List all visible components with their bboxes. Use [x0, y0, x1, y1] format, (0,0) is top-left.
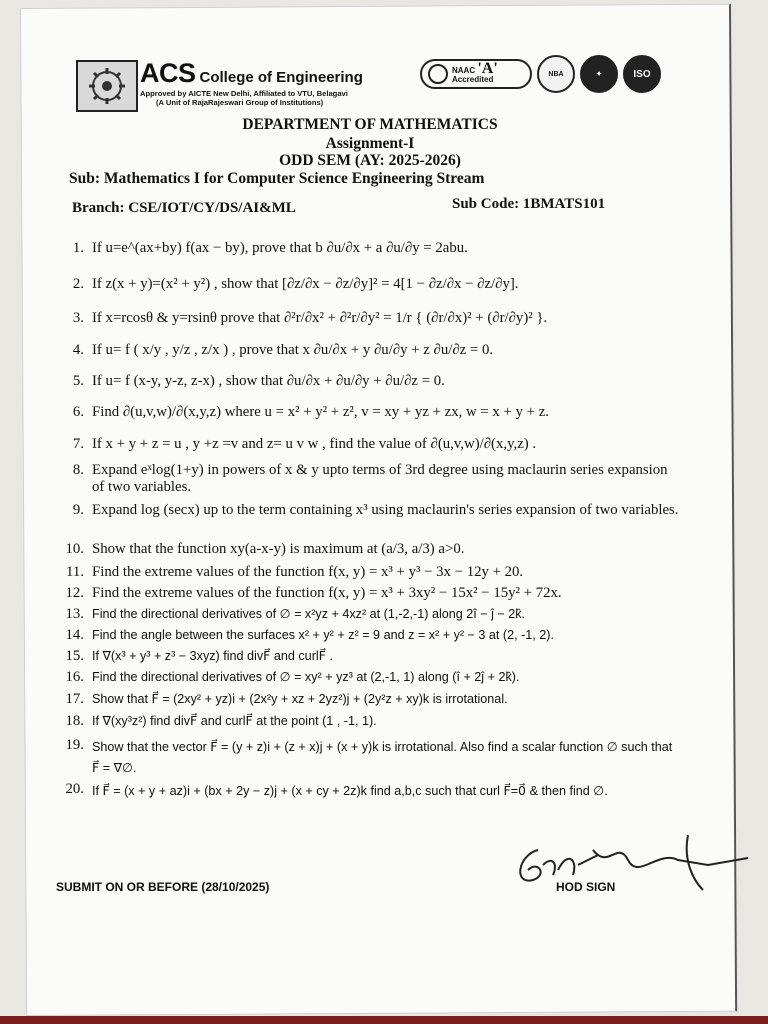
- question-text: Find the directional derivatives of ∅ = x²yz + 4xz² at (1,-2,-1) along 2î − ĵ − 2k̂.: [92, 607, 526, 621]
- naac-badge: [420, 59, 532, 89]
- question-number: 13.: [65, 606, 84, 622]
- question-number: 14.: [65, 627, 84, 643]
- college-brand: [140, 58, 363, 107]
- question-number: 6.: [72, 404, 84, 420]
- semester-title: ODD SEM (AY: 2025-2026): [279, 152, 461, 169]
- submission-deadline: SUBMIT ON OR BEFORE (28/10/2025): [56, 880, 270, 894]
- iso-label: ISO: [633, 68, 651, 80]
- subject-line: Sub: Mathematics I for Computer Science Engineering Stream: [69, 170, 485, 187]
- question-text: If x + y + z = u , y +z =v and z= u v w , find the value of ∂(u,v,w)/∂(x,y,z) .: [92, 436, 537, 452]
- question-number: 8.: [72, 462, 84, 478]
- bottom-edge: [0, 1016, 768, 1024]
- emblem-badge-icon: ✦: [580, 55, 618, 93]
- sub-code: Sub Code: 1BMATS101: [452, 196, 606, 212]
- question-text: If F⃗ = (x + y + az)i + (bx + 2y − z)j + (x + cy + 2z)k find a,b,c such that curl F⃗=0⃗ & then find ∅.: [92, 784, 608, 798]
- question-text: If u= f ( x/y , y/z , z/x ) , prove that x ∂u/∂x + y ∂u/∂y + z ∂u/∂z = 0.: [92, 342, 494, 358]
- question-number: 11.: [66, 564, 84, 580]
- approval-text: Approved by AICTE New Delhi, Affiliated to VTU, Belagavi: [140, 89, 348, 98]
- college-name: College of Engineering: [199, 69, 363, 86]
- iso-badge: [623, 55, 661, 93]
- question-number: 3.: [72, 310, 84, 326]
- question-text: Find the extreme values of the function f(x, y) = x³ + 3xy² − 15x² − 15y² + 72x.: [92, 585, 562, 601]
- question-text: If ∇(x³ + y³ + z³ − 3xyz) find divF⃗ and curlF⃗ .: [92, 649, 333, 663]
- college-short-name: ACS: [140, 58, 196, 88]
- question-text: If u=e^(ax+by) f(ax − by), prove that b ∂u/∂x + a ∂u/∂y = 2abu.: [92, 240, 468, 256]
- branch-line: Branch: CSE/IOT/CY/DS/AI&ML: [72, 200, 296, 216]
- question-number: 18.: [65, 713, 84, 729]
- naac-label: NAAC: [452, 66, 476, 75]
- question-text: If ∇(xy³z²) find divF⃗ and curlF⃗ at the point (1 , -1, 1).: [92, 714, 377, 728]
- nba-badge: [537, 55, 575, 93]
- department-title: DEPARTMENT OF MATHEMATICS: [242, 116, 498, 133]
- question-text: Find the angle between the surfaces x² + y² + z² = 9 and z = x² + y² − 3 at (2, -1, 2).: [92, 628, 555, 642]
- question-text: If u= f (x-y, y-z, z-x) , show that ∂u/∂x + ∂u/∂y + ∂u/∂z = 0.: [92, 373, 445, 389]
- naac-seal-icon: [428, 64, 448, 84]
- assignment-title: Assignment-I: [325, 135, 415, 152]
- question-number: 20.: [65, 781, 84, 797]
- question-text: If z(x + y)=(x² + y²) , show that [∂z/∂x − ∂z/∂y]² = 4[1 − ∂z/∂x − ∂z/∂y].: [92, 276, 519, 292]
- question-text: Show that the vector F⃗ = (y + z)i + (z + x)j + (x + y)k is irrotational. Also find a scalar function ∅ such that F⃗ = ∇∅.: [92, 740, 673, 775]
- question-number: 2.: [72, 276, 84, 292]
- hod-sign-label: HOD SIGN: [556, 880, 616, 894]
- question-number: 9.: [72, 502, 84, 518]
- question-text: Show that F⃗ = (2xy² + yz)i + (2x²y + xz + 2yz²)j + (2y²z + xy)k is irrotational.: [92, 692, 508, 706]
- question-text: If x=rcosθ & y=rsinθ prove that ∂²r/∂x² + ∂²r/∂y² = 1/r { (∂r/∂x)² + (∂r/∂y)² }.: [92, 310, 548, 326]
- accreditation-badges: [420, 54, 661, 94]
- question-number: 12.: [65, 585, 84, 601]
- unit-text: (A Unit of RajaRajeswari Group of Institutions): [156, 98, 324, 107]
- question-text: Find ∂(u,v,w)/∂(x,y,z) where u = x² + y² + z², v = xy + yz + zx, w = x + y + z.: [92, 404, 549, 420]
- question-number: 15.: [65, 648, 84, 664]
- nba-label: NBA: [548, 70, 564, 78]
- question-number: 1.: [72, 240, 84, 256]
- question-number: 16.: [65, 669, 84, 685]
- question-number: 7.: [72, 436, 84, 452]
- college-logo-icon: [76, 60, 138, 112]
- question-number: 10.: [65, 541, 84, 557]
- question-text: Expand eˣlog(1+y) in powers of x & y upto terms of 3rd degree using maclaurin series expansion of two variables.: [92, 462, 668, 495]
- hod-signature-icon: [508, 830, 758, 900]
- question-text: Find the directional derivatives of ∅ = xy² + yz³ at (2,-1, 1) along (î + 2ĵ + 2k̂).: [92, 670, 520, 684]
- question-number: 19.: [65, 737, 84, 753]
- naac-accredited: Accredited: [452, 75, 494, 84]
- question-text: Expand log (secx) up to the term containing x³ using maclaurin's series expansion of two variables.: [92, 502, 679, 518]
- question-number: 4.: [72, 342, 84, 358]
- question-number: 17.: [65, 691, 84, 707]
- question-text: Show that the function xy(a-x-y) is maximum at (a/3, a/3) a>0.: [92, 541, 465, 557]
- question-number: 5.: [72, 373, 84, 389]
- naac-grade: 'A': [477, 60, 498, 77]
- question-text: Find the extreme values of the function f(x, y) = x³ + y³ − 3x − 12y + 20.: [92, 564, 524, 580]
